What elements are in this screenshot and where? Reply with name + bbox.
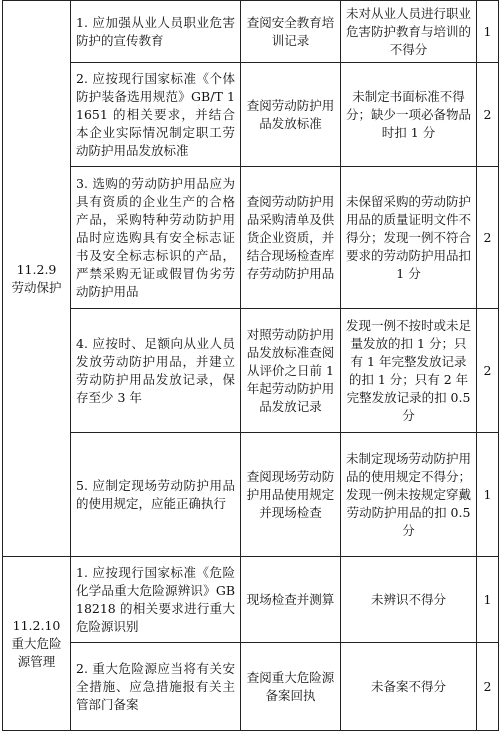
score-cell: 2: [477, 643, 499, 731]
method-cell: 查阅安全教育培训记录: [241, 1, 341, 63]
section-code: 11.2.10: [12, 617, 61, 633]
score-cell: 1: [477, 1, 499, 63]
section-name: 劳动保护: [11, 279, 62, 295]
method-cell: 现场检查并测算: [241, 557, 341, 643]
section-cell: [3, 557, 71, 731]
criteria-cell: 未制定书面标准不得分；缺少一项必备物品时扣 1 分: [341, 63, 477, 167]
table-row: [3, 557, 499, 643]
requirement-cell: 5. 应制定现场劳动防护用品的使用规定，应能正确执行: [71, 433, 241, 557]
criteria-cell: 未制定现场劳动防护用品的使用规定不得分；发现一例未按规定穿戴劳动防护用品的扣 0.5 分: [341, 433, 477, 557]
table-row: [3, 167, 499, 309]
method-cell: 查阅重大危险源备案回执: [241, 643, 341, 731]
requirement-cell: 3. 选购的劳动防护用品应为具有资质的企业生产的合格产品，采购特种劳动防护用品时应选购具有安全标志证书及安全标志标识的产品，严禁采购无证或假冒伪劣劳动防护用品: [71, 167, 241, 309]
requirement-cell: 1. 应加强从业人员职业危害防护的宣传教育: [71, 1, 241, 63]
criteria-cell: 未备案不得分: [341, 643, 477, 731]
score-cell: 2: [477, 309, 499, 433]
requirement-cell: 2. 应按现行国家标准《个体防护装备选用规范》GB/T 11651 的相关要求，并结合本企业实际情况制定职工劳动防护用品发放标准: [71, 63, 241, 167]
requirement-cell: 1. 应按现行国家标准《危险化学品重大危险源辨识》GB 18218 的相关要求进行重大危险源识别: [71, 557, 241, 643]
score-cell: 1: [477, 557, 499, 643]
criteria-cell: 发现一例不按时或未足量发放的扣 1 分；只有 1 年完整发放记录的扣 1 分；只有 2 年完整发放记录的扣 0.5 分: [341, 309, 477, 433]
section-name: 重大危险源管理: [11, 635, 62, 669]
score-cell: 1: [477, 433, 499, 557]
table-row: [3, 1, 499, 63]
table-row: [3, 63, 499, 167]
criteria-cell: 未辨识不得分: [341, 557, 477, 643]
score-cell: 2: [477, 167, 499, 309]
evaluation-table: [2, 0, 499, 731]
method-cell: 查阅现场劳动防护用品使用规定并现场检查: [241, 433, 341, 557]
criteria-cell: 未对从业人员进行职业危害防护教育与培训的不得分: [341, 1, 477, 63]
table-row: [3, 309, 499, 433]
table-row: [3, 433, 499, 557]
section-cell: [3, 1, 71, 557]
method-cell: 查阅劳动防护用品发放标准: [241, 63, 341, 167]
criteria-cell: 未保留采购的劳动防护用品的质量证明文件不得分；发现一例不符合要求的劳动防护用品扣 1 分: [341, 167, 477, 309]
section-code: 11.2.9: [16, 261, 57, 277]
method-cell: 查阅劳动防护用品采购清单及供货企业资质，并结合现场检查库存劳动防护用品: [241, 167, 341, 309]
table-row: [3, 643, 499, 731]
requirement-cell: 4. 应按时、足额向从业人员发放劳动防护用品，并建立劳动防护用品发放记录，保存至少 3 年: [71, 309, 241, 433]
score-cell: 2: [477, 63, 499, 167]
method-cell: 对照劳动防护用品发放标准查阅从评价之日前 1 年起劳动防护用品发放记录: [241, 309, 341, 433]
requirement-cell: 2. 重大危险源应当将有关安全措施、应急措施报有关主管部门备案: [71, 643, 241, 731]
